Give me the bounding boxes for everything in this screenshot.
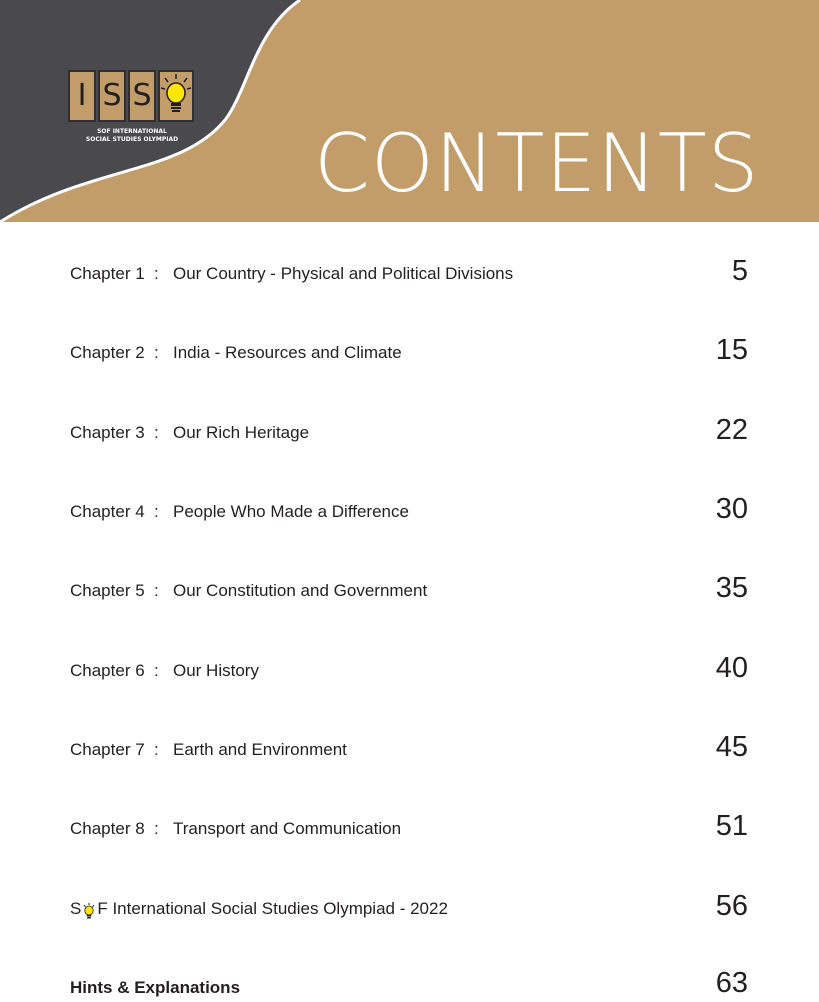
chapter-title: Our Rich Heritage: [173, 423, 310, 442]
page-number: 15: [715, 334, 748, 366]
toc-row-chapter-3[interactable]: [70, 409, 750, 449]
page-number: 22: [715, 414, 748, 446]
olympiad-title: [70, 899, 448, 919]
toc-row-chapter-5[interactable]: [70, 567, 750, 607]
separator: :: [154, 343, 159, 362]
chapter-title: India - Resources and Climate: [173, 343, 402, 362]
toc-row-chapter-2[interactable]: [70, 329, 750, 369]
logo-letter-i: I: [68, 70, 96, 122]
toc-row-chapter-1[interactable]: [70, 250, 750, 290]
page-number: 40: [715, 652, 748, 684]
header-banner: [0, 0, 819, 222]
hints-title: Hints & Explanations: [70, 978, 241, 997]
lightbulb-icon: [158, 70, 194, 122]
toc-row-chapter-6[interactable]: [70, 647, 750, 687]
chapter-title: Earth and Environment: [173, 740, 347, 759]
toc-row-chapter-7[interactable]: [70, 726, 750, 766]
olympiad-prefix: S: [70, 899, 82, 918]
isso-logo: [68, 70, 190, 143]
chapter-label: Chapter 8: [70, 819, 145, 838]
separator: :: [154, 581, 159, 600]
page-number: 63: [715, 967, 748, 999]
toc-row-chapter-4[interactable]: [70, 488, 750, 528]
separator: :: [154, 502, 159, 521]
chapter-label: Chapter 5: [70, 581, 145, 600]
olympiad-text: F International Social Studies Olympiad - 2022: [97, 899, 448, 918]
separator: :: [154, 264, 159, 283]
page-title: CONTENTS: [314, 117, 760, 210]
logo-caption: [72, 128, 192, 144]
separator: :: [154, 661, 159, 680]
chapter-label: Chapter 6: [70, 661, 145, 680]
toc-row-olympiad-2022[interactable]: [70, 885, 750, 925]
chapter-label: Chapter 3: [70, 423, 145, 442]
page-number: 51: [715, 810, 748, 842]
lightbulb-icon: [82, 903, 96, 919]
chapter-label: Chapter 2: [70, 343, 145, 362]
chapter-title: Our Country - Physical and Political Divisions: [173, 264, 514, 283]
logo-letter-s2: S: [128, 70, 156, 122]
separator: :: [154, 423, 159, 442]
chapter-label: Chapter 1: [70, 264, 145, 283]
page-number: 35: [715, 572, 748, 604]
chapter-title: Our Constitution and Government: [173, 581, 428, 600]
chapter-label: Chapter 7: [70, 740, 145, 759]
chapter-label: Chapter 4: [70, 502, 145, 521]
separator: :: [154, 740, 159, 759]
page-number: 56: [715, 890, 748, 922]
logo-letter-s1: S: [98, 70, 126, 122]
chapter-title: People Who Made a Difference: [173, 502, 409, 521]
chapter-title: Transport and Communication: [173, 819, 402, 838]
page-number: 30: [715, 493, 748, 525]
toc-row-hints[interactable]: [70, 962, 750, 1002]
logo-caption-line1: SOF INTERNATIONAL: [97, 128, 167, 135]
page-number: 45: [715, 731, 748, 763]
logo-caption-line2: SOCIAL STUDIES OLYMPIAD: [85, 136, 179, 143]
page-number: 5: [731, 255, 748, 287]
toc-row-chapter-8[interactable]: [70, 805, 750, 845]
chapter-title: Our History: [173, 661, 259, 680]
separator: :: [154, 819, 159, 838]
